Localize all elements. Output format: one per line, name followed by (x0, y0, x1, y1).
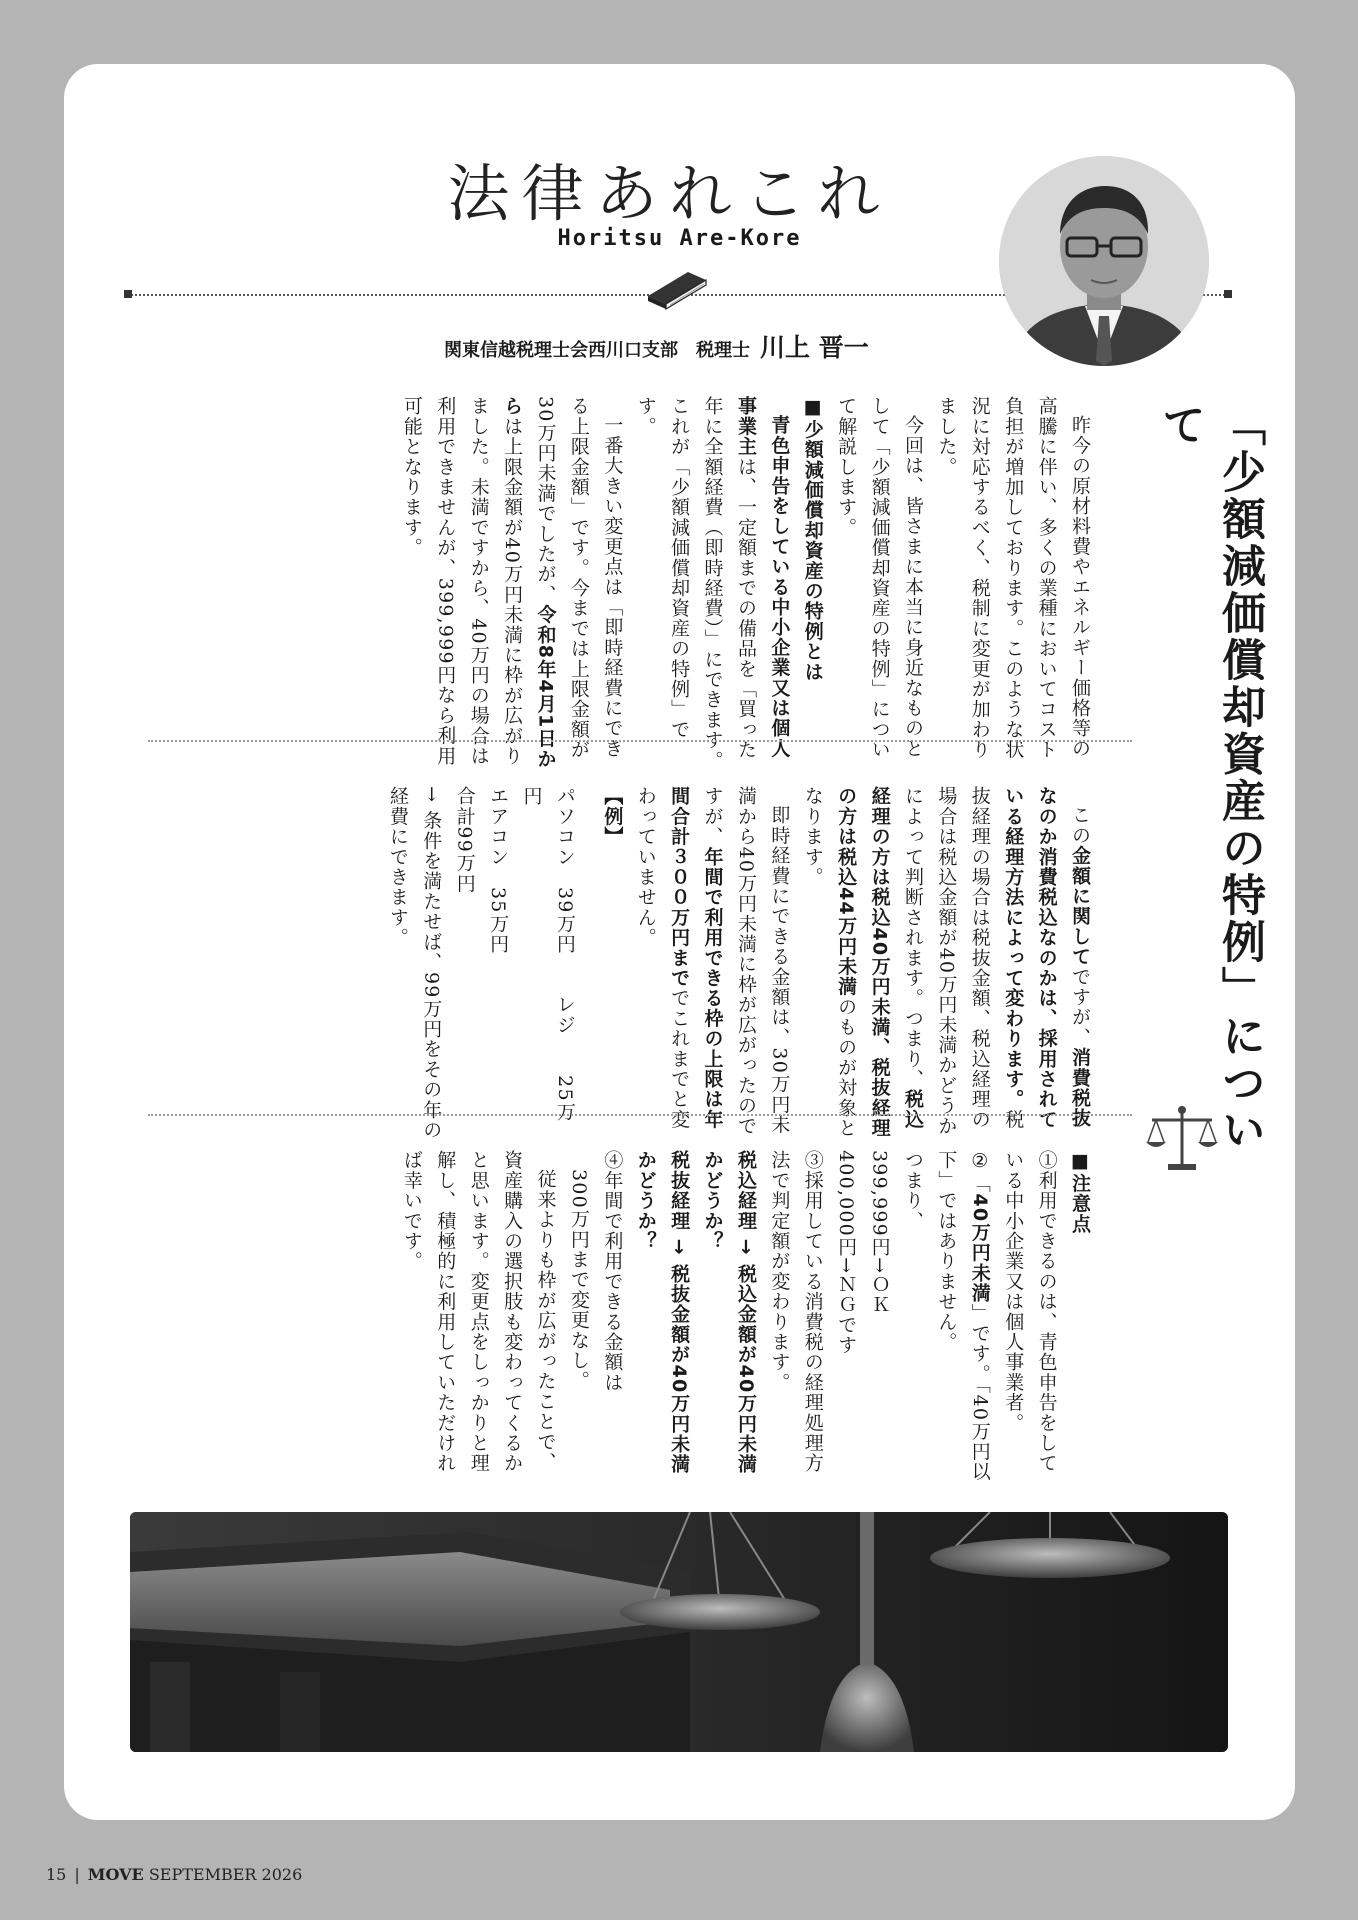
closing-paragraph: 従来よりも枠が広がったことで、資産購入の選択肢も変わってくるかと思います。変更点をしっかりと理解し、積極的に利用していただければ幸いです。 (400, 1150, 557, 1474)
section2-p1-b3: 税込経理の方は税込40万円未満、税抜経理の方は税込44万円未満 (835, 786, 924, 1139)
section3-heading: ■注意点 (1069, 1150, 1091, 1234)
magazine-name: MOVE (87, 1865, 144, 1884)
section-divider-1 (148, 740, 1132, 742)
author-photo (999, 156, 1209, 366)
section2-p1-e: のものが対象となります。 (801, 786, 858, 1139)
section1-p1-text: は、一定額までの備品を「買った年に全額経費（即時経費）」にできます。これが「少額減価償却資産の特例」です。 (634, 396, 757, 771)
article-card (64, 64, 1295, 1820)
note-3-tax-incl: 税込経理 → 税込金額が40万円未満かどうか？ (701, 1150, 757, 1475)
note-4-b: 300万円まで変更なし。 (567, 1169, 590, 1391)
divider-dot-right (1224, 290, 1232, 298)
note-2-emphasis: 40万円未満 (968, 1193, 991, 1304)
divider-dot-left (124, 290, 132, 298)
intro-paragraph-2: 今回は、皆さまに本当に身近なものとして「少額減価償却資産の特例」について解説します。 (835, 396, 924, 760)
section1-emphasis: 青色申告をしている中小企業又は個人事業主 (734, 396, 791, 759)
section2-p2-a: 即時経費にできる金額は、30万円未満から40万円未満に枠が広がったのですが、 (701, 786, 791, 1136)
note-2-c: 」です。「40万円以下」ではありません。 (935, 1150, 991, 1482)
series-title: 法律あれこれ (447, 157, 892, 230)
section3 (144, 1150, 1096, 1490)
section1-heading: ■少額減価償却資産の特例とは (801, 396, 824, 682)
author-byline (444, 328, 869, 364)
section2-p1-b1: 金額に関して (1069, 845, 1091, 967)
series-subtitle: Horitsu Are-Kore (557, 226, 802, 251)
section2-p2-c: でこれまでと変わっていません。 (634, 786, 691, 1130)
note-2-ng: 400,000円→ＮＧです (835, 1150, 858, 1356)
intro-paragraph-1: 昨今の原材料費やエネルギー価格等の高騰に伴い、多くの業種においてコスト負担が増加しております。このような状況に対応するべく、税制に変更が加わりました。 (935, 396, 1091, 760)
section1-date-emphasis: 令和8年4月1日から (501, 396, 557, 769)
note-3: ③採用している消費税の経理処理方法で判定額が変わります。 (768, 1150, 824, 1474)
section2-paragraph-1 (795, 786, 1096, 1142)
page-number: 15 (46, 1865, 67, 1884)
example-line-1: パソコン 39万円 レジ 25万円 (520, 786, 576, 1122)
note-3-tax-excl: 税抜経理 → 税抜金額が40万円未満かどうか？ (634, 1150, 691, 1475)
author-name: 川上 晋一 (760, 333, 869, 362)
author-affiliation: 関東信越税理士会西川口支部 税理士 (444, 340, 750, 361)
section2-p1-c: ですが、 (1069, 966, 1091, 1048)
section1-paragraph-1 (628, 396, 795, 774)
section1-paragraph-2 (394, 396, 628, 774)
footer-separator: | (74, 1865, 80, 1884)
section2 (244, 786, 1096, 1142)
section2-p1-d: 税抜経理の場合は税抜金額、税込経理の場合は税込金額が40万円未満かどうかによって判断されます。つまり、 (901, 786, 1025, 1136)
intro-and-section1 (136, 396, 1096, 774)
scales-of-justice-icon (1142, 1104, 1222, 1174)
note-2-ok: 399,999円→ＯＫ (868, 1150, 891, 1315)
section1-p2-text-b: は上限金額が40万円未満に枠が広がりました。未満ですから、40万円の場合は利用できませんが、399,999円なら利用可能となります。 (400, 396, 524, 766)
example-line-2: エアコン 35万円 (487, 786, 510, 954)
section2-p1-a: この (1069, 805, 1091, 846)
issue-date: SEPTEMBER 2026 (148, 1865, 303, 1884)
section2-p2-b: 年間で利用できる枠の上限は年間合計３００万円まで (668, 786, 724, 1130)
section-divider-2 (148, 1114, 1132, 1116)
page-footer (46, 1865, 302, 1884)
book-icon (642, 270, 710, 310)
note-1: ①利用できるのは、青色申告をしている中小企業又は個人事業者。 (1002, 1150, 1058, 1474)
section2-paragraph-2 (628, 786, 795, 1142)
books-and-scales-photo (130, 1512, 1228, 1752)
section2-p1-b2: 消費税抜なのか消費税込なのかは、採用されている経理方法によって変わります。 (1002, 786, 1091, 1130)
note-4: ④年間で利用できる金額は (601, 1150, 624, 1393)
note-2 (929, 1150, 996, 1490)
example-heading: 【例】 (601, 786, 624, 847)
example-note: → 条件を満たせば、99万円をその年の経費にできます。 (386, 786, 443, 1140)
note-2-d: つまり、 (901, 1150, 924, 1231)
note-2-a: ②「 (968, 1150, 991, 1194)
section1-p2-text-a: 一番大きい変更点は「即時経費にできる上限金額」です。今までは上限金額が30万円未満でしたが、 (534, 396, 624, 760)
article-title: 「少額減価償却資産の特例」について (1154, 402, 1265, 1154)
example-total: 合計99万円 (453, 786, 476, 894)
